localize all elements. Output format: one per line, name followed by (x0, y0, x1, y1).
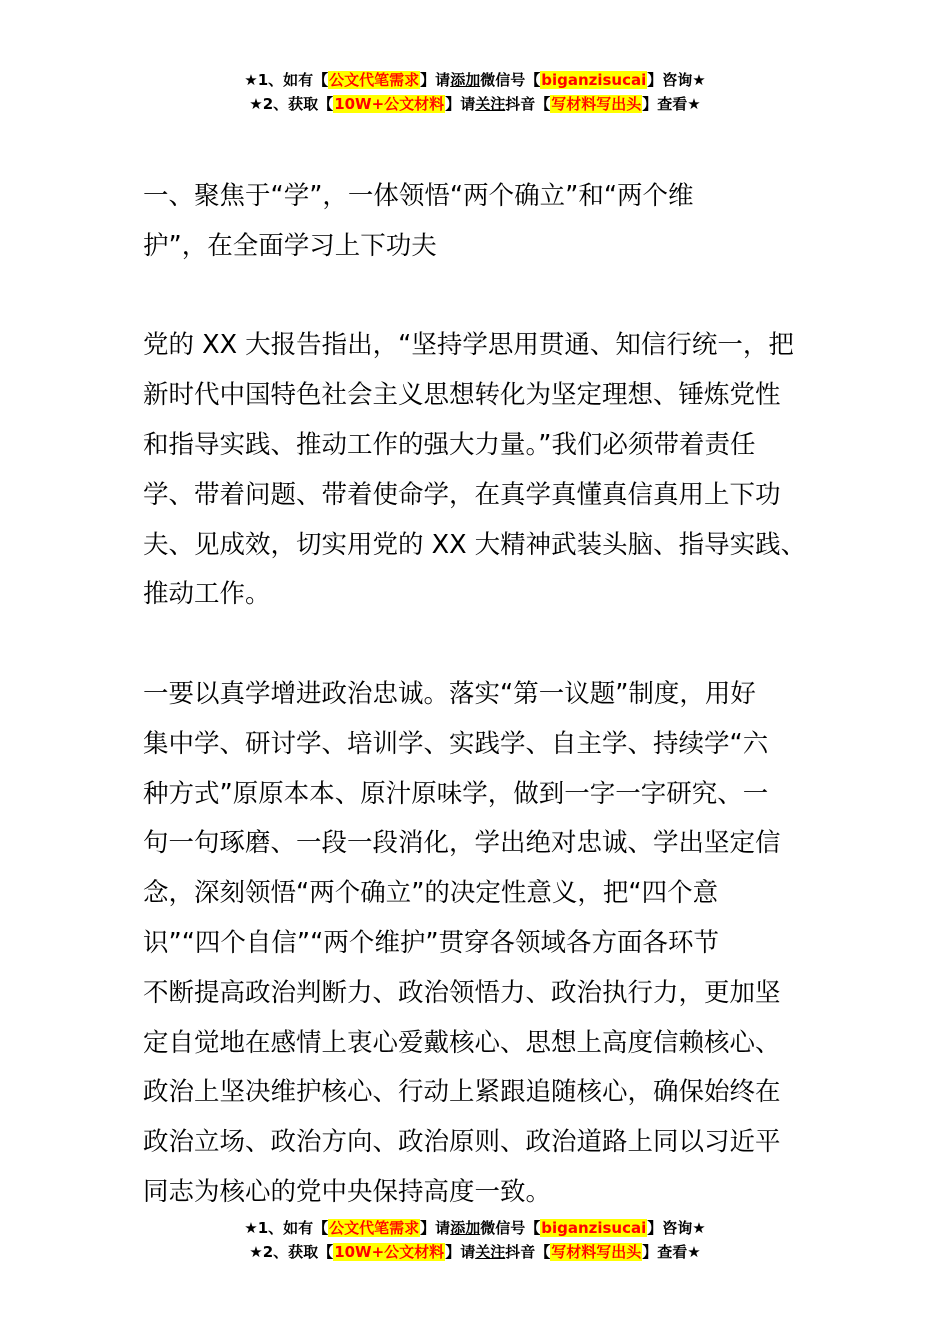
paragraph-1 (143, 321, 808, 620)
highlight-service: 公文代笔需求 (329, 1219, 420, 1237)
text-line: 种方式”原原本本、原汁原味学，做到一字一字研究、一 (143, 778, 769, 809)
text-line: 政治上坚决维护核心、行动上紧跟追随核心，确保始终在 (143, 1077, 781, 1108)
banner-text: ★1、如有【 (244, 1219, 329, 1237)
highlight-douyin-account: 写材料写出头 (551, 95, 642, 113)
banner-line-1 (0, 1216, 950, 1240)
text-line: 一要以真学增进政治忠诚。落实“第一议题”制度，用好 (143, 678, 756, 709)
underlined-text: 添加 (450, 1219, 481, 1237)
text-line: 学、带着问题、带着使命学，在真学真懂真信真用上下功 (143, 479, 781, 510)
section-heading (143, 172, 808, 272)
banner-text: 】请 (420, 71, 451, 89)
highlight-wechat-id: biganzisucai (541, 1219, 647, 1237)
underlined-text: 关注 (475, 1243, 506, 1261)
banner-text: 】请 (420, 1219, 451, 1237)
text-line: 政治立场、政治方向、政治原则、政治道路上同以习近平 (143, 1127, 781, 1158)
text-line: 定自觉地在感情上衷心爱戴核心、思想上高度信赖核心、 (143, 1027, 781, 1058)
banner-text: 抖音【 (505, 95, 551, 113)
highlight-wechat-id: biganzisucai (541, 71, 647, 89)
text-line: 句一句琢磨、一段一段消化，学出绝对忠诚、学出坚定信 (143, 828, 781, 859)
banner-text: 抖音【 (505, 1243, 551, 1261)
bottom-banner (0, 1216, 950, 1264)
top-banner (0, 68, 950, 116)
highlight-douyin-account: 写材料写出头 (551, 1243, 642, 1261)
banner-line-1 (0, 68, 950, 92)
highlight-materials: 10W+公文材料 (334, 1243, 445, 1261)
banner-text: ★2、获取【 (249, 1243, 334, 1261)
banner-text: 】查看★ (642, 95, 701, 113)
text-line: 识”“四个自信”“两个维护”贯穿各领域各方面各环节 (143, 927, 720, 958)
text-line: 同志为核心的党中央保持高度一致。 (143, 1176, 552, 1207)
banner-line-2 (0, 92, 950, 116)
banner-text: 微信号【 (480, 1219, 541, 1237)
underlined-text: 添加 (450, 71, 481, 89)
text-line: 和指导实践、推动工作的强大力量。”我们必须带着责任 (143, 429, 756, 460)
text-line: 不断提高政治判断力、政治领悟力、政治执行力，更加坚 (143, 977, 781, 1008)
banner-text: ★2、获取【 (249, 95, 334, 113)
highlight-service: 公文代笔需求 (329, 71, 420, 89)
underlined-text: 关注 (475, 95, 506, 113)
heading-line: 护”，在全面学习上下功夫 (143, 230, 437, 261)
banner-text: ★1、如有【 (244, 71, 329, 89)
banner-text: 】请 (445, 1243, 476, 1261)
text-line: 推动工作。 (143, 579, 271, 610)
banner-line-2 (0, 1240, 950, 1264)
paragraph-2 (143, 670, 808, 1218)
banner-text: 】查看★ (642, 1243, 701, 1261)
banner-text: 】咨询★ (647, 71, 706, 89)
text-line: 集中学、研讨学、培训学、实践学、自主学、持续学“六 (143, 728, 769, 759)
paragraph-gap (143, 272, 808, 322)
paragraph-gap (143, 620, 808, 670)
heading-line: 一、聚焦于“学”，一体领悟“两个确立”和“两个维 (143, 181, 694, 211)
banner-text: 微信号【 (480, 71, 541, 89)
highlight-materials: 10W+公文材料 (334, 95, 445, 113)
banner-text: 】咨询★ (647, 1219, 706, 1237)
document-body (143, 172, 808, 1218)
text-line: 念，深刻领悟“两个确立”的决定性意义，把“四个意 (143, 878, 719, 909)
text-line: 夫、见成效，切实用党的 XX 大精神武装头脑、指导实践、 (143, 529, 807, 560)
text-line: 新时代中国特色社会主义思想转化为坚定理想、锤炼党性 (143, 380, 781, 411)
text-line: 党的 XX 大报告指出，“坚持学思用贯通、知信行统一，把 (143, 330, 794, 361)
banner-text: 】请 (445, 95, 476, 113)
